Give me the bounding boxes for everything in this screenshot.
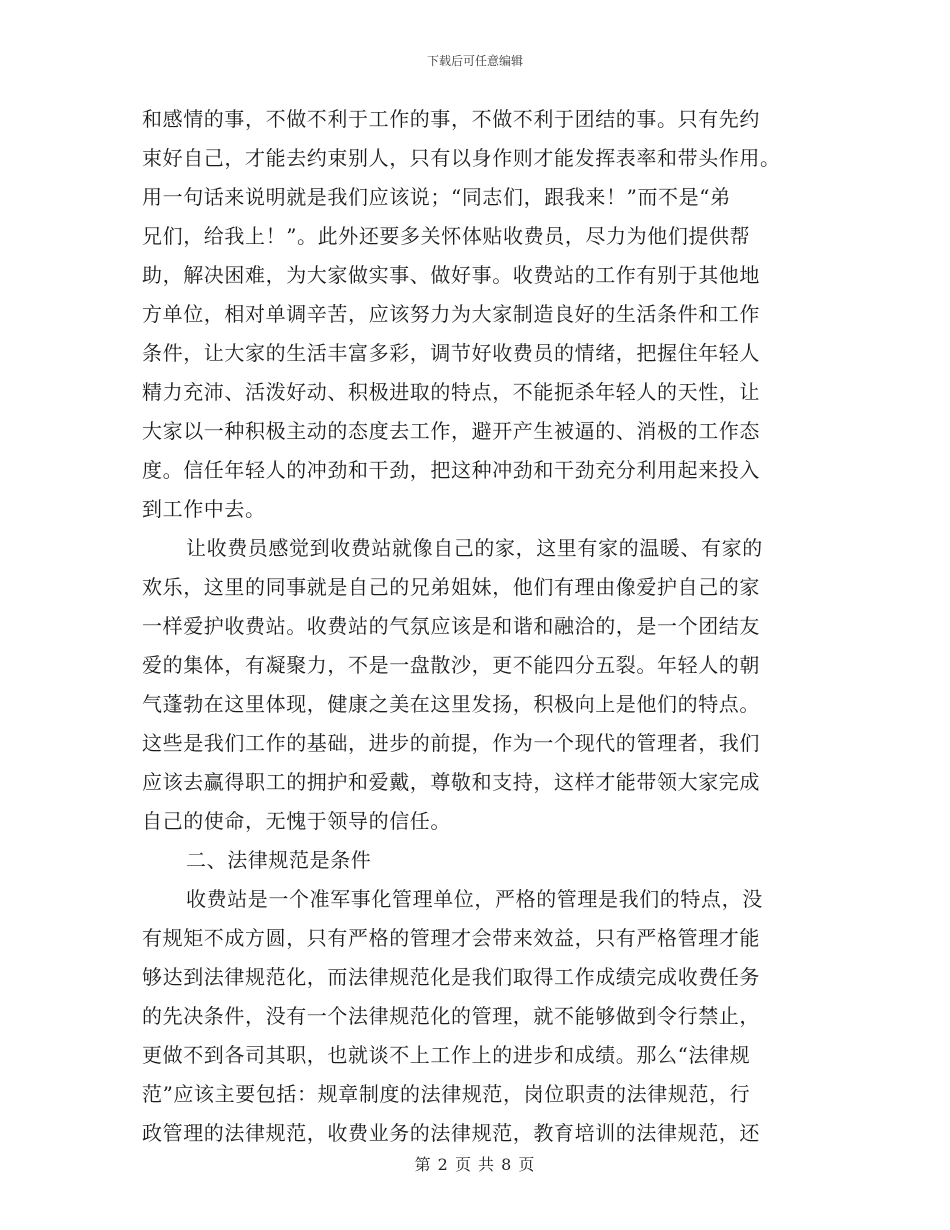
text-line: 大家以一种积极主动的态度去工作，避开产生被逼的、消极的工作态 [142,419,760,443]
text-line: 的先决条件，没有一个法律规范化的管理，就不能够做到令行禁止， [142,1004,760,1028]
text-line: 度。信任年轻人的冲劲和干劲，把这种冲劲和干劲充分利用起来投入 [142,458,760,482]
page-header: 下载后可任意编辑 [426,54,523,68]
text-line: 范”应该主要包括：规章制度的法律规范，岗位职责的法律规范，行 [142,1082,751,1106]
text-line: 欢乐，这里的同事就是自己的兄弟姐妹，他们有理由像爱护自己的家 [142,575,760,599]
text-line: 助，解决困难，为大家做实事、做好事。收费站的工作有别于其他地 [142,263,760,287]
document-body [142,100,802,1153]
text-line: 爱的集体，有凝聚力，不是一盘散沙，更不能四分五裂。年轻人的朝 [142,653,760,677]
text-line: 有规矩不成方圆，只有严格的管理才会带来效益，只有严格管理才能 [142,926,760,950]
text-line: 和感情的事，不做不利于工作的事，不做不利于团结的事。只有先约 [142,107,760,131]
page-number-footer: 第 2 页 共 8 页 [414,1155,536,1174]
text-line: 方单位，相对单调辛苦，应该努力为大家制造良好的生活条件和工作 [142,302,760,326]
text-line: 气蓬勃在这里体现，健康之美在这里发扬，积极向上是他们的特点。 [142,692,760,716]
text-line: 够达到法律规范化，而法律规范化是我们取得工作成绩完成收费任务 [142,965,760,989]
text-line: 用一句话来说明就是我们应该说；“同志们，跟我来！”而不是“弟 [142,185,731,209]
text-line: 兄们，给我上！”。此外还要多关怀体贴收费员，尽力为他们提供帮 [142,224,751,248]
text-line: 自己的使命，无愧于领导的信任。 [142,809,451,833]
text-line: 束好自己，才能去约束别人，只有以身作则才能发挥表率和带头作用。 [142,146,781,170]
text-line: 精力充沛、活泼好动、积极进取的特点，不能扼杀年轻人的天性，让 [142,380,760,404]
text-line: 让收费员感觉到收费站就像自己的家，这里有家的温暖、有家的 [186,536,763,560]
text-line: 政管理的法律规范，收费业务的法律规范，教育培训的法律规范，还 [142,1121,760,1145]
text-line: 收费站是一个准军事化管理单位，严格的管理是我们的特点，没 [186,887,763,911]
text-line: 应该去赢得职工的拥护和爱戴，尊敬和支持，这样才能带领大家完成 [142,770,760,794]
text-line: 一样爱护收费站。收费站的气氛应该是和谐和融洽的，是一个团结友 [142,614,760,638]
text-line: 更做不到各司其职，也就谈不上工作上的进步和成绩。那么“法律规 [142,1043,751,1067]
text-line: 二、法律规范是条件 [186,848,372,872]
text-line: 这些是我们工作的基础，进步的前提，作为一个现代的管理者，我们 [142,731,760,755]
text-line: 到工作中去。 [142,497,266,521]
text-line: 条件，让大家的生活丰富多彩，调节好收费员的情绪，把握住年轻人 [142,341,760,365]
